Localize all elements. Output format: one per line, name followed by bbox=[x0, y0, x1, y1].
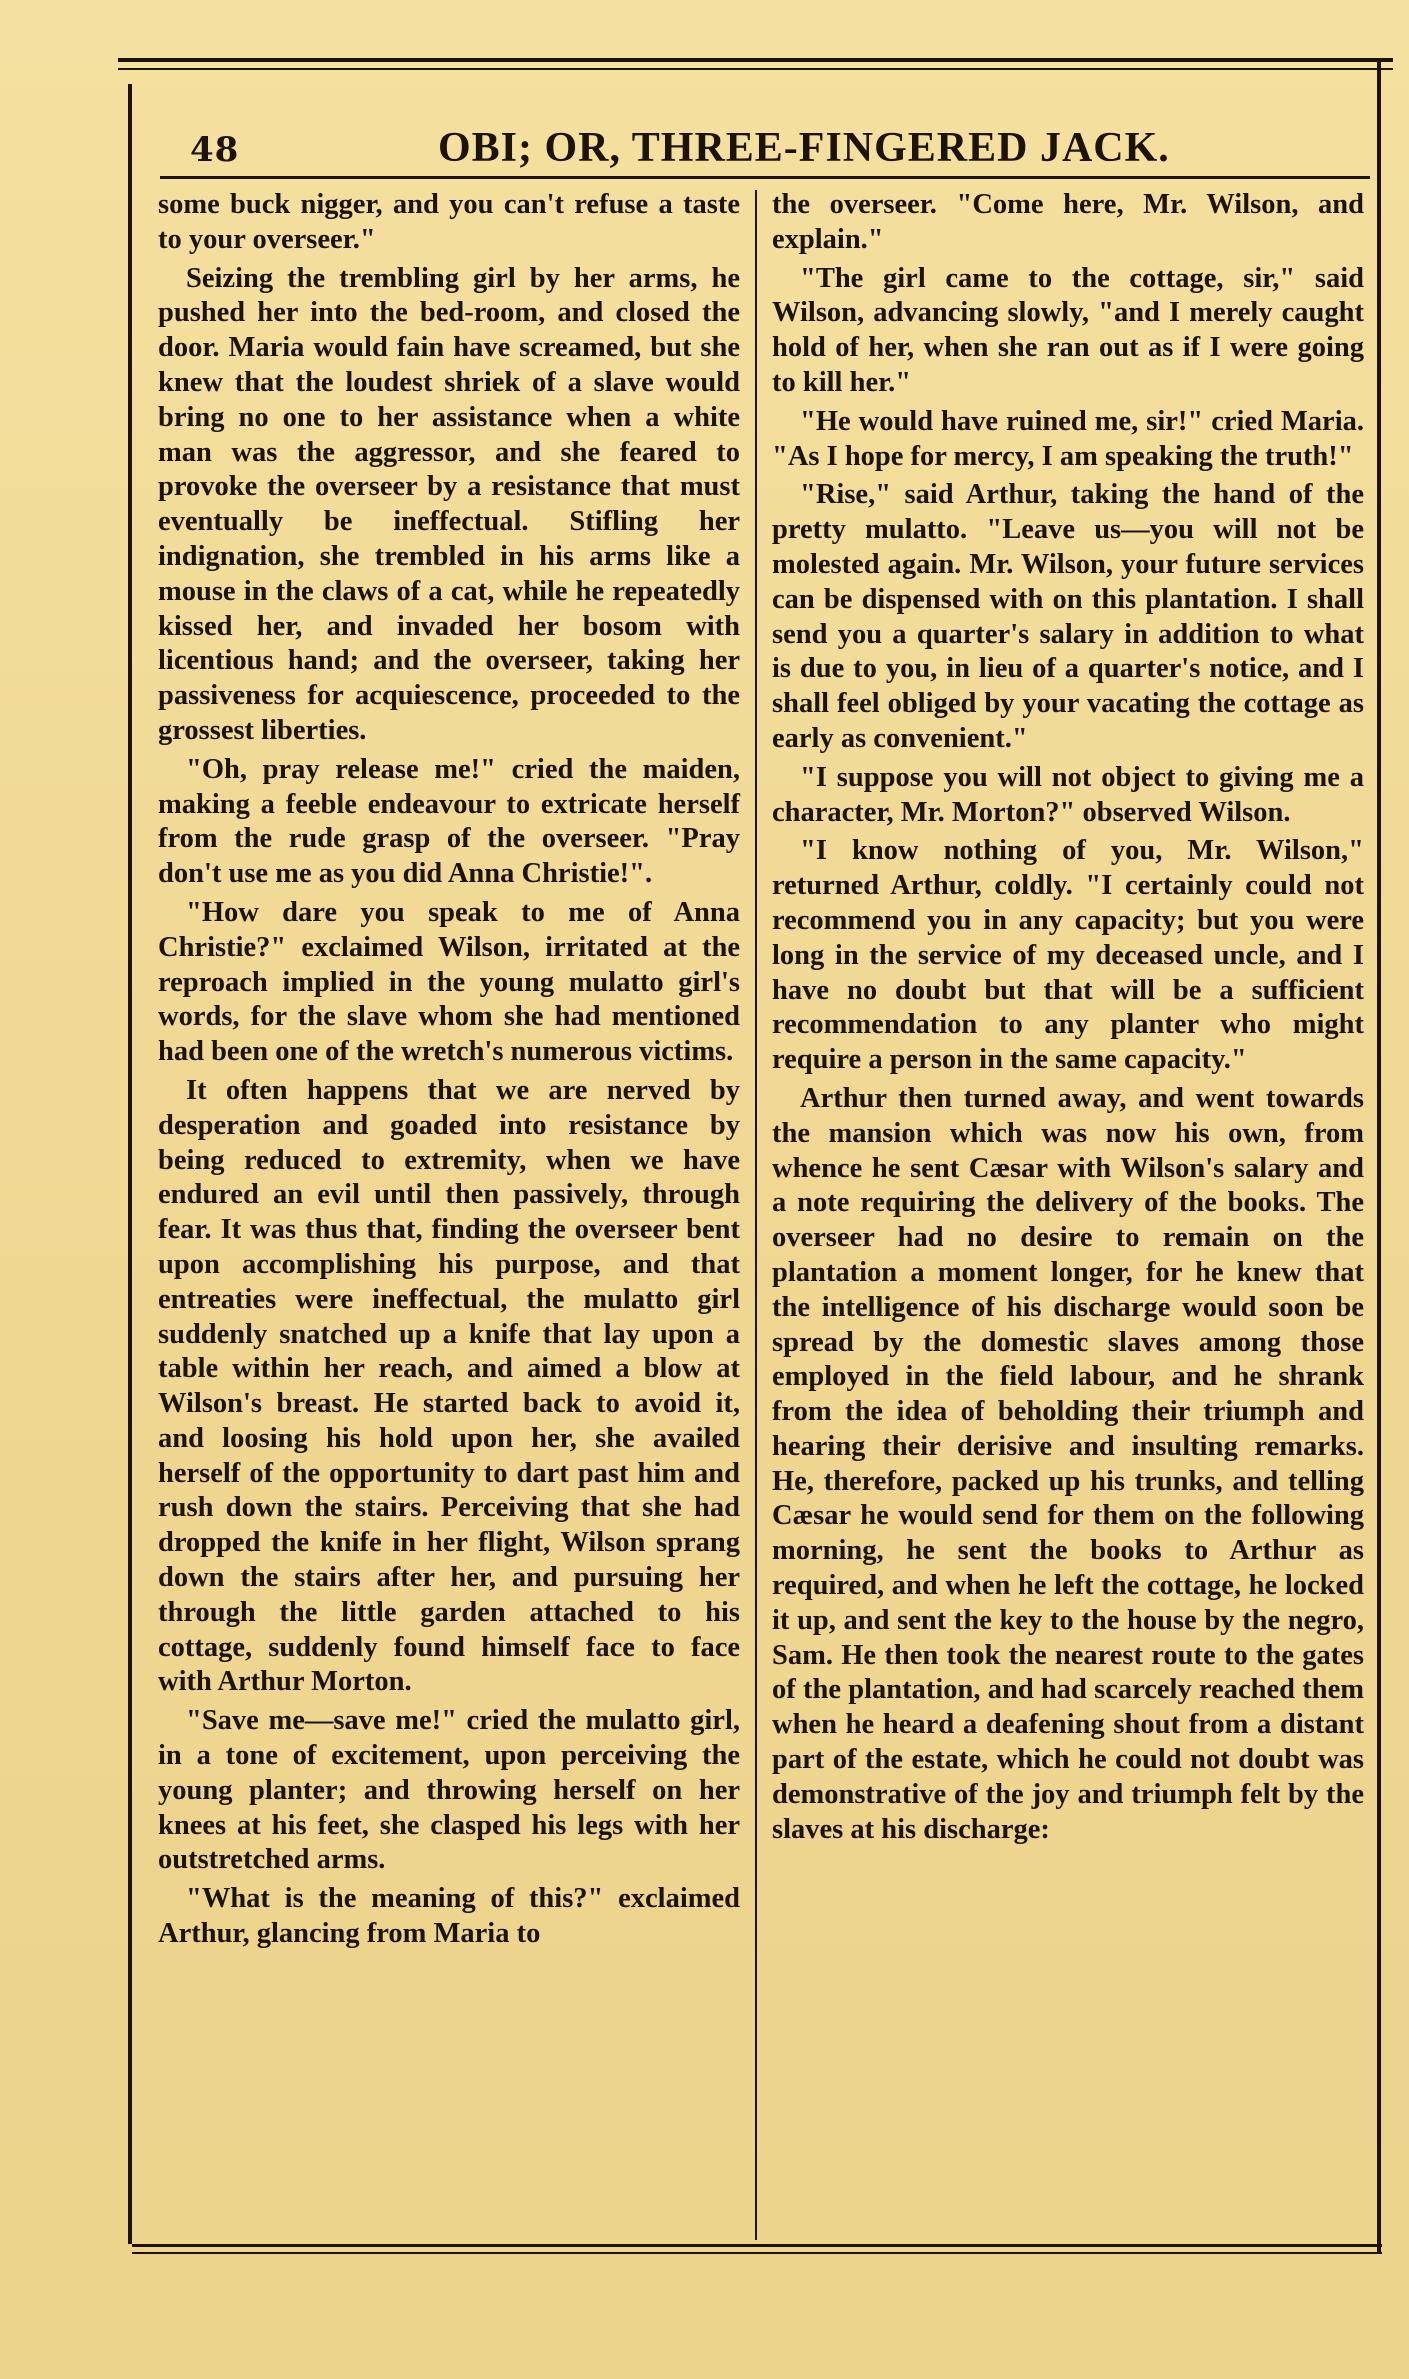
header-rule bbox=[160, 176, 1370, 179]
paragraph: some buck nigger, and you can't refuse a taste to your overseer." bbox=[158, 189, 740, 255]
paragraph: "I suppose you will not object to giving me a character, Mr. Morton?" observed Wilson. bbox=[772, 761, 1364, 828]
paragraph: the overseer. "Come here, Mr. Wilson, and explain." bbox=[772, 189, 1364, 255]
right-frame-rule bbox=[1377, 62, 1381, 2254]
paragraph: "The girl came to the cottage, sir," said Wilson, advancing slowly, "and I merely caught hold of her, when she ran out as if I were going to kill her." bbox=[772, 262, 1364, 398]
paragraph: "He would have ruined me, sir!" cried Maria. "As I hope for mercy, I am speaking the truth!" bbox=[772, 405, 1364, 472]
paragraph: "I know nothing of you, Mr. Wilson," returned Arthur, coldly. "I certainly could not recommend you in any capacity; but you were long in the service of my deceased uncle, and I have no doubt but that will be a sufficient recommendation to any planter who might require a person in the same capacity." bbox=[772, 835, 1364, 1076]
top-border-rule-thin bbox=[118, 68, 1393, 70]
paragraph: "Oh, pray release me!" cried the maiden, making a feeble endeavour to extricate herself from the rude grasp of the overseer. "Pray don't use me as you did Anna Christie!". bbox=[158, 753, 740, 890]
paragraph: Seizing the trembling girl by her arms, he pushed her into the bed-room, and closed the door. Maria would fain have screamed, but she knew that the loudest shriek of a slave would bring no one to her assistance when a white man was the aggressor, and she feared to provoke the overseer by a resistance that must eventually be ineffectual. Stifling her indignation, she trembled in his arms like a mouse in the claws of a cat, while he repeatedly kissed her, and invaded her bosom with licentious hand; and the overseer, taking her passiveness for acquiescence, proceeded to the grossest liberties. bbox=[158, 262, 740, 746]
bottom-border-rule-thin bbox=[132, 2252, 1382, 2254]
paragraph: Arthur then turned away, and went towards the mansion which was now his own, from whence he sent Cæsar with Wilson's salary and a note requiring the delivery of the books. The overseer had no desire to remain on the plantation a moment longer, for he knew that the intelligence of his discharge would soon be spread by the domestic slaves among those employed in the field labour, and he shrank from the idea of beholding their triumph and hearing their derisive and insulting remarks. He, therefore, packed up his trunks, and telling Cæsar he would send for them on the following morning, he sent the books to Arthur as required, and when he left the cottage, he locked it up, and sent the key to the house by the negro, Sam. He then took the nearest route to the gates of the plantation, and had scarcely reached them when he heard a deafening shout from a distant part of the estate, which he could not doubt was demonstrative of the joy and triumph felt by the slaves at his discharge: bbox=[772, 1082, 1364, 1845]
paragraph: "Save me—save me!" cried the mulatto girl, in a tone of excitement, upon perceiving the young planter; and throwing herself on her knees at his feet, she clasped his legs with her outstretched arms. bbox=[158, 1705, 740, 1876]
left-frame-rule bbox=[128, 84, 132, 2244]
column-divider bbox=[755, 190, 757, 2240]
running-title: OBI; OR, THREE-FINGERED JACK. bbox=[438, 125, 1170, 171]
paragraph: It often happens that we are nerved by desperation and goaded into resistance by being reduced to extremity, when we have endured an evil until then passively, through fear. It was thus that, finding the overseer bent upon accomplishing his purpose, and that entreaties were ineffectual, the mulatto girl suddenly snatched up a knife that lay upon a table within her reach, and aimed a blow at Wilson's breast. He started back to avoid it, and loosing his hold upon her, she availed herself of the opportunity to dart past him and rush down the stairs. Perceiving that she had dropped the knife in her flight, Wilson sprang down the stairs after her, and pursuing her through the little garden attached to his cottage, suddenly found himself face to face with Arthur Morton. bbox=[158, 1074, 740, 1698]
paragraph: "How dare you speak to me of Anna Christie?" exclaimed Wilson, irritated at the reproach implied in the young mulatto girl's words, for the slave whom she had mentioned had been one of the wretch's numerous victims. bbox=[158, 896, 740, 1068]
running-header bbox=[160, 114, 1370, 171]
paragraph: "Rise," said Arthur, taking the hand of the pretty mulatto. "Leave us—you will not be molested again. Mr. Wilson, your future services can be dispensed with on this plantation. I shall send you a quarter's salary in addition to what is due to you, in lieu of a quarter's notice, and I shall feel obliged by your vacating the cottage as early as convenient." bbox=[772, 479, 1364, 754]
paragraph: "What is the meaning of this?" exclaimed Arthur, glancing from Maria to bbox=[158, 1883, 740, 1950]
right-column bbox=[772, 188, 1364, 1847]
page-number: 48 bbox=[190, 130, 240, 170]
left-column bbox=[158, 188, 740, 1952]
bottom-border-rule bbox=[132, 2244, 1382, 2247]
top-border-rule bbox=[118, 58, 1393, 62]
